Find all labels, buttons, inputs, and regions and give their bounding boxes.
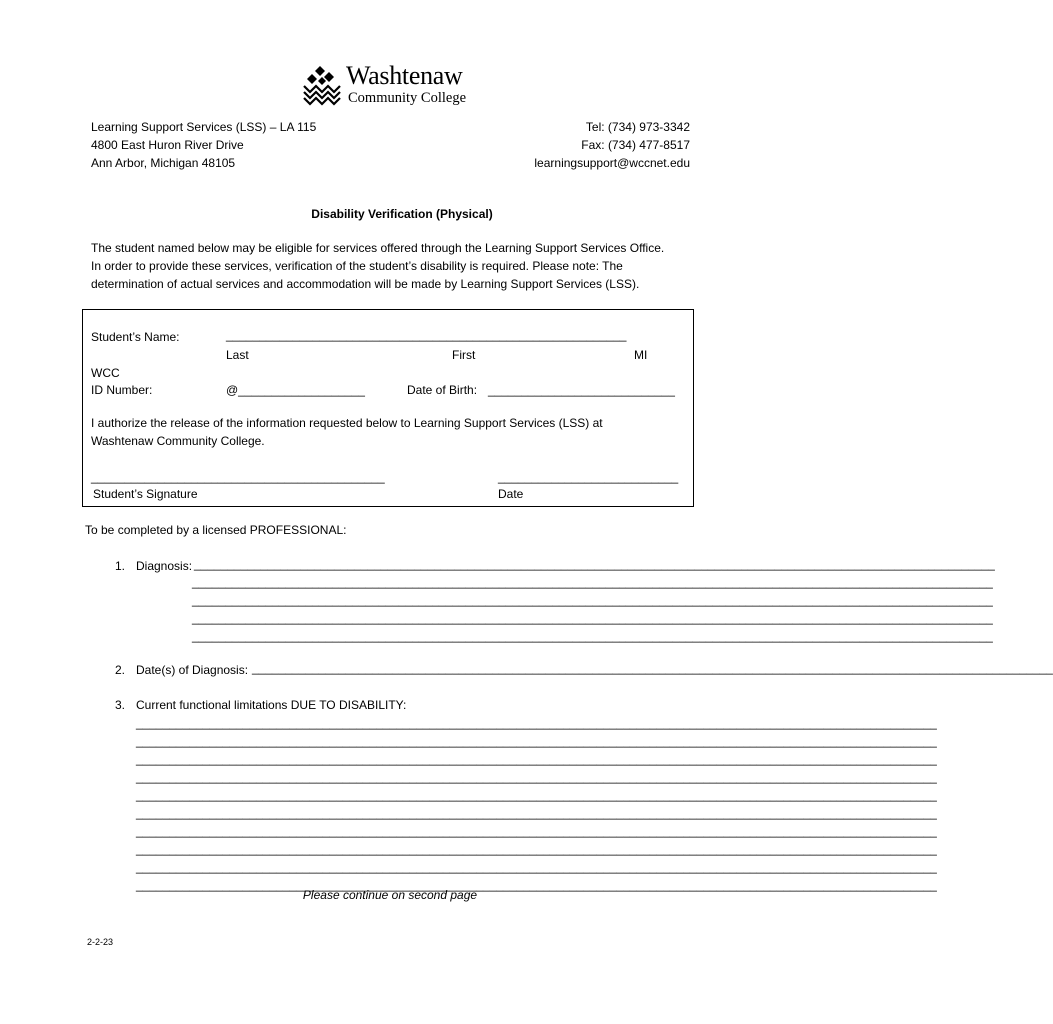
limitations-line[interactable]: ________________________________________________________________________________________________________________________ (136, 716, 937, 730)
office-fax: Fax: (734) 477-8517 (581, 138, 690, 152)
professional-intro: To be completed by a licensed PROFESSIONAL: (85, 523, 347, 537)
office-tel: Tel: (734) 973-3342 (585, 120, 690, 134)
limitations-line[interactable]: ________________________________________________________________________________________________________________________ (136, 788, 937, 802)
id-number-field[interactable]: @___________________ (226, 383, 365, 397)
diagnosis-line[interactable]: ________________________________________________________________________________________________________________________ (192, 611, 993, 625)
signature-date-field[interactable]: ___________________________ (498, 470, 679, 484)
logo-mark-icon (302, 62, 346, 108)
authorization-line-2: Washtenaw Community College. (91, 434, 265, 448)
office-street: 4800 East Huron River Drive (91, 138, 244, 152)
limitations-line[interactable]: ________________________________________________________________________________________________________________________ (136, 770, 937, 784)
form-title: Disability Verification (Physical) (311, 207, 493, 221)
student-name-field[interactable]: ____________________________________________________________ (226, 328, 627, 342)
continue-note: Please continue on second page (302, 888, 478, 902)
intro-line-3: determination of actual services and accommodation will be made by Learning Support Services (LSS). (91, 277, 640, 291)
limitations-line[interactable]: ________________________________________________________________________________________________________________________ (136, 824, 937, 838)
dob-field[interactable]: ____________________________ (488, 383, 675, 397)
dob-label: Date of Birth: (407, 383, 478, 397)
middle-initial-caption: MI (634, 348, 648, 362)
first-name-caption: First (452, 348, 476, 362)
wcc-label: WCC (91, 366, 120, 380)
q1-number: 1. (115, 559, 126, 573)
last-name-caption: Last (226, 348, 249, 362)
office-city: Ann Arbor, Michigan 48105 (91, 156, 236, 170)
diagnosis-line[interactable]: ________________________________________________________________________________________________________________________ (192, 629, 993, 643)
revision-date: 2-2-23 (87, 937, 114, 947)
limitations-line[interactable]: ________________________________________________________________________________________________________________________ (136, 842, 937, 856)
college-logo (302, 62, 482, 108)
diagnosis-date-label: Date(s) of Diagnosis: (136, 663, 249, 677)
limitations-label: Current functional limitations DUE TO DISABILITY: (136, 698, 407, 712)
limitations-line[interactable]: ________________________________________________________________________________________________________________________ (136, 806, 937, 820)
student-name-label: Student’s Name: (91, 330, 180, 344)
limitations-line[interactable]: ________________________________________________________________________________________________________________________ (136, 860, 937, 874)
diagnosis-line[interactable]: ________________________________________________________________________________________________________________________ (194, 557, 995, 571)
limitations-line[interactable]: ________________________________________________________________________________________________________________________ (136, 734, 937, 748)
office-contact (534, 118, 690, 172)
diagnosis-line[interactable]: ________________________________________________________________________________________________________________________ (192, 575, 993, 589)
limitations-line[interactable]: ________________________________________________________________________________________________________________________ (136, 752, 937, 766)
q2-number: 2. (115, 663, 126, 677)
logo-wordmark: Washtenaw (346, 61, 463, 90)
diagnosis-line[interactable]: ________________________________________________________________________________________________________________________ (192, 593, 993, 607)
diagnosis-date-line[interactable]: ________________________________________________________________________________________________________________________ (252, 661, 1053, 675)
limitations-line[interactable]: ________________________________________________________________________________________________________________________ (136, 878, 937, 892)
id-number-label: ID Number: (91, 383, 153, 397)
date-caption: Date (498, 487, 524, 501)
logo-subtitle: Community College (348, 90, 467, 106)
office-name: Learning Support Services (LSS) – LA 115 (91, 120, 317, 134)
intro-line-1: The student named below may be eligible for services offered through the Learning Support Services Office. (91, 241, 665, 255)
q3-number: 3. (115, 698, 126, 712)
office-email[interactable]: learningsupport@wccnet.edu (534, 156, 690, 170)
diagnosis-label: Diagnosis: (136, 559, 193, 573)
signature-field[interactable]: ____________________________________________ (91, 470, 385, 484)
authorization-line-1: I authorize the release of the information requested below to Learning Support Services (LSS) at (91, 416, 603, 430)
intro-line-2: In order to provide these services, verification of the student’s disability is required. Please note: The (91, 259, 623, 273)
office-address (91, 118, 316, 172)
signature-caption: Student’s Signature (93, 487, 198, 501)
